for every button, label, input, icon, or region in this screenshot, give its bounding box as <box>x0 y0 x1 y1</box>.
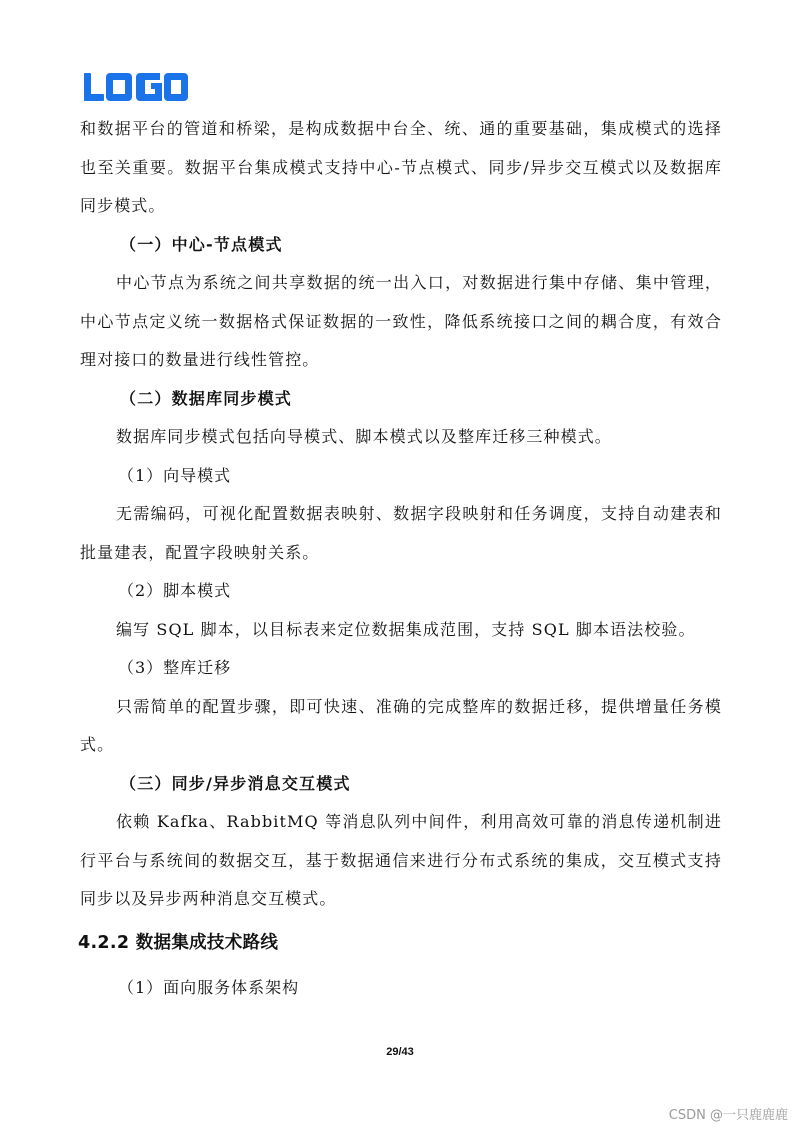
body-paragraph: 依赖 Kafka、RabbitMQ 等消息队列中间件，利用高效可靠的消息传递机制进行平台与系统间的数据交互，基于数据通信来进行分布式系统的集成，交互模式支持同步以及异步两种消息交互模式。 <box>80 812 722 908</box>
subsection-heading: （二）数据库同步模式 <box>120 388 293 408</box>
list-item-heading: （3）整库迁移 <box>118 658 232 677</box>
body-paragraph: 编写 SQL 脚本，以目标表来定位数据集成范围，支持 SQL 脚本语法校验。 <box>116 619 696 639</box>
body-paragraph: 数据库同步模式包括向导模式、脚本模式以及整库迁移三种模式。 <box>116 427 612 446</box>
list-item-heading: （2）脚本模式 <box>118 581 232 600</box>
body-paragraph: 中心节点为系统之间共享数据的统一出入口，对数据进行集中存储、集中管理，中心节点定义统一数据格式保证数据的一致性，降低系统接口之间的耦合度，有效合理对接口的数量进行线性管控。 <box>80 273 722 369</box>
document-body <box>80 110 722 1007</box>
logo-graphic <box>84 70 188 104</box>
list-item-heading: （1）面向服务体系架构 <box>118 977 300 997</box>
body-paragraph: 只需简单的配置步骤，即可快速、准确的完成整库的数据迁移，提供增量任务模式。 <box>80 696 722 754</box>
subsection-heading: （一）中心-节点模式 <box>120 234 283 254</box>
subsection-heading: （三）同步/异步消息交互模式 <box>120 773 351 793</box>
page-number: 29/43 <box>386 1046 414 1058</box>
logo <box>84 70 188 104</box>
list-item-heading: （1）向导模式 <box>118 465 232 485</box>
section-heading: 4.2.2 数据集成技术路线 <box>78 932 279 953</box>
watermark: CSDN @一只鹿鹿鹿 <box>668 1108 788 1123</box>
body-paragraph: 和数据平台的管道和桥梁，是构成数据中台全、统、通的重要基础，集成模式的选择也至关重要。数据平台集成模式支持中心-节点模式、同步/异步交互模式以及数据库同步模式。 <box>80 119 722 215</box>
body-paragraph: 无需编码，可视化配置数据表映射、数据字段映射和任务调度，支持自动建表和批量建表，配置字段映射关系。 <box>80 504 722 562</box>
